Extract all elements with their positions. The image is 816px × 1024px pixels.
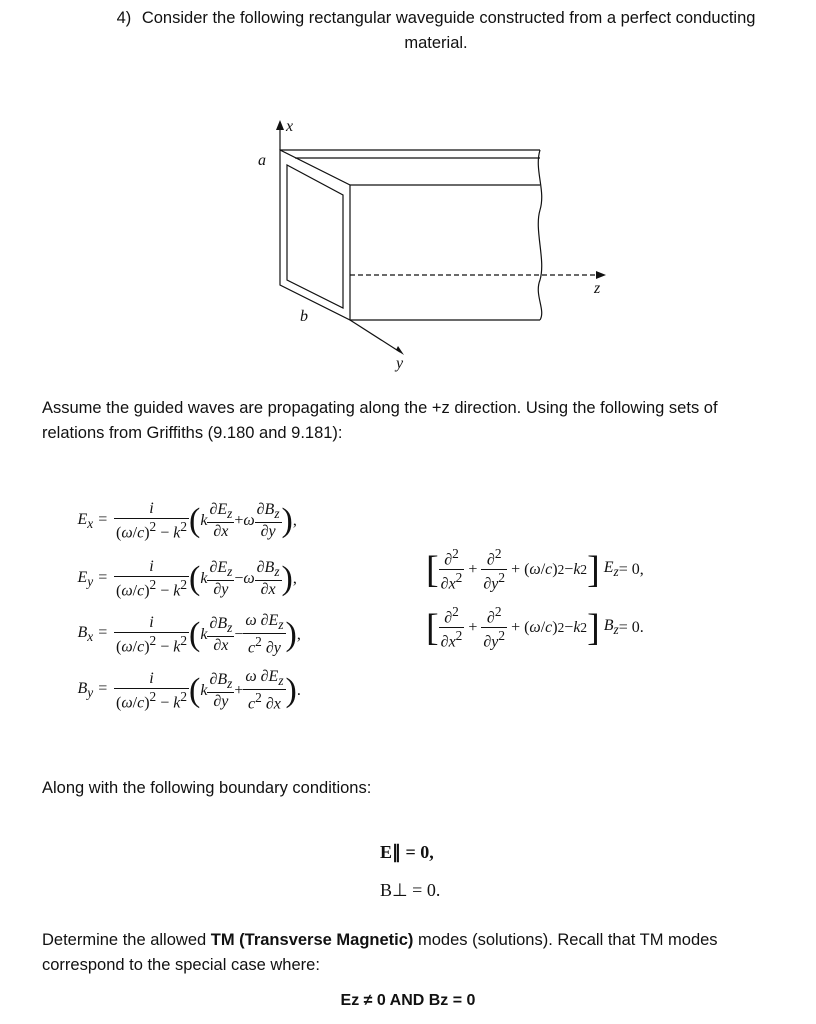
question-header	[86, 6, 786, 56]
dimension-label-a: a	[258, 152, 266, 169]
determine-pre: Determine the allowed	[42, 931, 211, 949]
determine-line2: correspond to the special case where:	[42, 956, 320, 974]
equation-bz-wave: [ $\frac{\partial^2}{\partial x^2}$ + $\frac{\partial^2}{\partial y^2}$ + ( ω / c ) 2 − k 2 ] $B_z$ = 0.	[426, 604, 644, 651]
boundary-intro: Along with the following boundary conditions:	[42, 779, 372, 797]
assume-line2: relations from Griffiths (9.180 and 9.181):	[42, 424, 343, 442]
question-number: 4)	[116, 9, 132, 27]
waveguide-figure	[240, 110, 620, 380]
assume-paragraph	[42, 396, 782, 446]
determine-bold: TM (Transverse Magnetic)	[210, 931, 414, 949]
equation-by: $B_y$ = $\frac{i}{(\omega/c)^2 - k^2}$ ( k $\frac{\partial B_z}{\partial y}$ + $\frac{\omega \partial E_z}{c^2 \partial x}$ ) .	[77, 668, 301, 713]
determine-paragraph	[42, 928, 782, 978]
equation-ex: $E_x$ = $\frac{i}{(\omega/c)^2 - k^2}$ ( k $\frac{\partial E_z}{\partial x}$ + ω $\frac{\partial B_z}{\partial y}$ ) ,	[77, 500, 297, 542]
final-condition: Ez ≠ 0 AND Bz = 0	[340, 992, 476, 1009]
axis-label-x: x	[286, 118, 294, 135]
question-text-line1: Consider the following rectangular waveguide constructed from a perfect conducting	[141, 9, 756, 27]
equation-ez-wave: [ $\frac{\partial^2}{\partial x^2}$ + $\frac{\partial^2}{\partial y^2}$ + ( ω / c ) 2 − k 2 ] $E_z$ = 0,	[426, 546, 644, 593]
axis-label-y: y	[396, 355, 404, 372]
axis-label-z: z	[594, 280, 601, 297]
question-text-line2: material.	[404, 34, 468, 52]
boundary-condition-b: B⊥ = 0.	[380, 880, 441, 900]
equation-ey: $E_y$ = $\frac{i}{(\omega/c)^2 - k^2}$ ( k $\frac{\partial E_z}{\partial y}$ − ω $\frac{\partial B_z}{\partial x}$ ) ,	[77, 558, 297, 600]
assume-line1: Assume the guided waves are propagating along the +z direction. Using the following sets of	[42, 399, 718, 417]
determine-post: modes (solutions). Recall that TM modes	[413, 931, 718, 949]
equation-bx: $B_x$ = $\frac{i}{(\omega/c)^2 - k^2}$ ( k $\frac{\partial B_z}{\partial x}$ − $\frac{\omega \partial E_z}{c^2 \partial y}$ ) ,	[77, 612, 301, 657]
boundary-condition-e: E∥ = 0,	[380, 842, 434, 862]
dimension-label-b: b	[300, 308, 308, 325]
